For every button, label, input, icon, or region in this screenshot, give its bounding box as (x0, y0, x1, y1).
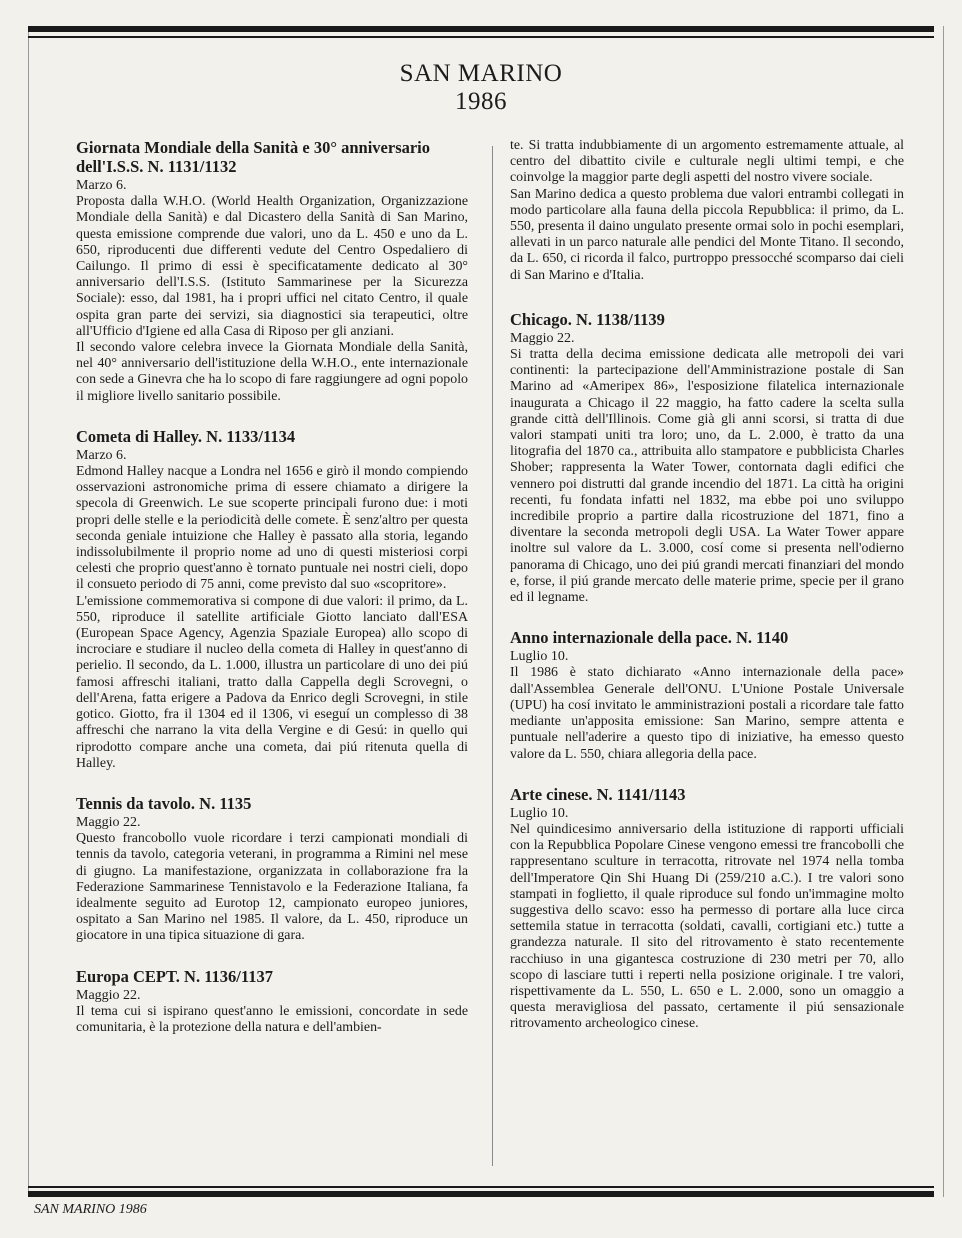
article-date: Maggio 22. (510, 330, 575, 346)
article-date: Marzo 6. (76, 447, 127, 463)
article-paragraph: Si tratta della decima emissione dedicata alle metropoli dei vari continenti: la partecipazione dell'Amministrazione postale di San Marino ad «Ameripex 86», l'esposizione filatelica internazionale inaugurata a Chicago il 22 maggio, ha fatto cadere la scelta sulla grande città dell'Illinois. Come già gli anni scorsi, si tratta di due valori stampati uniti tra loro; uno, da L. 2.000, è tratto da una litografia del 1870 ca., attribuita allo stampatore e pubblicista Charles Shober; rappresenta la Water Tower, contornata dagli edifici che vennero poi distrutti dal grande incendio del 1871. La città ha origini recenti, fu fondata infatti nel 1832, ma ebbe poi uno sviluppo incredibile proprio a partire dalla ricostruzione del 1871, fino a diventare la seconda metropoli degli USA. La Water Tower appare inoltre sul valore da L. 3.000, cosí come si presenta nell'odierno panorama di Chicago, uno dei piú grandi mercati finanziari del mondo e, forse, il piú grande mercato delle materie prime, specie per il grano ed il legname. (510, 347, 904, 606)
article-heading: Cometa di Halley. N. 1133/1134 (76, 426, 296, 446)
article-pace (510, 628, 904, 762)
article-date: Maggio 22. (76, 987, 141, 1003)
article-chicago (510, 310, 904, 606)
article-paragraph: te. Si tratta indubbiamente di un argomento estremamente attuale, al centro del dibattito civile e culturale negli ultimi tempi, e che coinvolge la maggior parte degli aspetti del nostro vivere sociale. San Marino dedica a questo problema due valori entrambi collegati in modo particolare alla fauna della piccola Repubblica: il primo, da L. 550, presenta il daino ungulato presente ormai solo in pochi esemplari, allevati in un parco naturale alle pendici del Monte Titano. Il secondo, da L. 650, ci ricorda il falco, purtroppo pressocché scomparso dai cieli di San Marino e d'Italia. (510, 138, 904, 283)
column-divider (492, 146, 493, 1166)
bottom-rule-thin (28, 1186, 934, 1188)
article-date: Luglio 10. (510, 805, 569, 821)
page-footer: SAN MARINO 1986 (34, 1202, 147, 1217)
article-heading: Europa CEPT. N. 1136/1137 (76, 966, 273, 986)
top-rule-thin (28, 36, 934, 38)
article-paragraph: Proposta dalla W.H.O. (World Health Organization, Organizzazione Mondiale della Sanità) e dal Dicastero della Sanità di San Marino, questa emissione comprende due valori, uno da L. 450 e uno da L. 650, riproducenti due differenti vedute del Centro Ospedaliero di Cailungo. Il primo di essi è specificatamente dedicato al 30° anniversario dell'I.S.S. (Istituto Sammarinese per la Sicurezza Sociale): esso, dal 1981, ha i propri uffici nel citato Centro, il quale ospita gran parte dei servizi, sia diagnostici sia terapeutici, oltre all'Ufficio d'Igiene ed alla Casa di Riposo per gli anziani. (76, 194, 468, 339)
article-sanita (76, 138, 468, 405)
page-title (0, 60, 962, 116)
left-column (76, 138, 468, 1058)
article-heading: Arte cinese. N. 1141/1143 (510, 784, 686, 804)
article-tennis (76, 794, 468, 945)
article-date: Marzo 6. (76, 178, 127, 193)
article-paragraph: Nel quindicesimo anniversario della istituzione di rapporti ufficiali con la Repubblica Popolare Cinese vengono emessi tre francobolli che rappresentano sculture in terracotta, ritrovate nel 1974 nella tomba dell'Imperatore Qin Shi Huang Di (259/210 a.C.). I tre valori sono stampati in foglietto, il quale riproduce sul fondo un'immagine molto suggestiva dello scavo: esso ha permesso di portare alla luce circa settemila statue in terracotta (soldati, cavalli, cortigiani etc.) tutte a grandezza naturale. Il sito del ritrovamento è stato recentemente racchiuso in una gigantesca costruzione di 230 metri per 70, allo scopo di lasciare tutti i reperti nella posizione originale. I tre valori, rispettivamente da L. 550, L. 650 e L. 2.000, sono un omaggio a questa meravigliosa del passato, certamente il piú sensazionale ritrovamento archeologico cinese. (510, 821, 904, 1032)
top-rule-thick (28, 26, 934, 32)
article-date: Maggio 22. (76, 814, 141, 830)
title-country: SAN MARINO (399, 60, 563, 87)
frame-left-line (28, 26, 29, 1197)
article-heading: Tennis da tavolo. N. 1135 (76, 793, 252, 813)
article-paragraph: Edmond Halley nacque a Londra nel 1656 e girò il mondo compiendo osservazioni astronomiche prima di essere chiamato a dirigere la specola di Greenwich. Le sue scoperte principali furono due: i moti propri delle stelle e la periodicità delle comete. È senz'altro per questa seconda geniale intuizione che Halley è passato alla storia, legando indissolubilmente il proprio nome ad uno di questi misteriosi corpi celesti che proprio quest'anno è tornato puntuale nei nostri cieli, dopo il consueto periodo di 75 anni, come previsto dal suo «scopritore». (76, 464, 468, 593)
article-paragraph: Il tema cui si ispirano quest'anno le emissioni, concordate in sede comunitaria, è la protezione della natura e dell'ambien- (76, 1003, 468, 1035)
europa-continuation (510, 138, 904, 284)
bottom-rule-thick (28, 1191, 934, 1197)
right-column (510, 138, 904, 1055)
article-heading: Anno internazionale della pace. N. 1140 (510, 628, 789, 648)
article-halley (76, 427, 468, 772)
article-paragraph: Questo francobollo vuole ricordare i terzi campionati mondiali di tennis da tavolo, categoria veterani, in programma a Rimini nel mese di giugno. La manifestazione, organizzata in collaborazione fra la Federazione Sammarinese Tennistavolo e la Federazione Italiana, fa idealmente seguito ad Eurotop 12, campionato europeo juniores, ospitato a San Marino nel 1985. Il valore, da L. 450, riproduce un giocatore in una tipica situazione di gara. (76, 831, 468, 944)
article-europa (76, 967, 468, 1037)
article-arte-cinese (510, 785, 904, 1033)
article-heading: Giornata Mondiale della Sanità e 30° anniversario dell'I.S.S. N. 1131/1132 (76, 138, 431, 176)
article-paragraph: Il secondo valore celebra invece la Giornata Mondiale della Sanità, nel 40° anniversario dell'istituzione della W.H.O., ente internazionale con sede a Ginevra che ha lo scopo di fare raggiungere ad ogni popolo il migliore livello sanitario possibile. (76, 340, 468, 404)
frame-right-line (943, 26, 944, 1197)
article-paragraph: L'emissione commemorativa si compone di due valori: il primo, da L. 550, riproduce il satellite artificiale Giotto lanciato dall'ESA (European Space Agency, Agenzia Spaziale Europea) allo scopo di incrociare e studiare il nucleo della cometa di Halley in quest'anno di perielio. Il secondo, da L. 1.000, illustra un particolare di uno dei piú famosi affreschi italiani, tratto dalla Cappella degli Scrovegni, o dell'Arena, fatta erigere a Padova da Enrico degli Scrovegni, in stile gotico. Giotto, fra il 1304 ed il 1306, vi eseguí un complesso di 38 affreschi che narrano la vita della Vergine e di Gesú: in quello qui riprodotto compare anche una cometa, dai piú ritenuta quella di Halley. (76, 593, 468, 771)
article-heading: Chicago. N. 1138/1139 (510, 309, 665, 329)
title-year: 1986 (455, 88, 507, 115)
article-date: Luglio 10. (510, 649, 569, 665)
article-paragraph: Il 1986 è stato dichiarato «Anno internazionale della pace» dall'Assemblea Generale dell'ONU. L'Unione Postale Universale (UPU) ha cosí invitato le amministrazioni postali a ricordare tale fatto mediante un'apposita emissione: San Marino, sempre attenta e puntuale nell'aderire a questo tipo di iniziative, ha emesso questo valore da L. 550, chiara allegoria della pace. (510, 665, 904, 762)
